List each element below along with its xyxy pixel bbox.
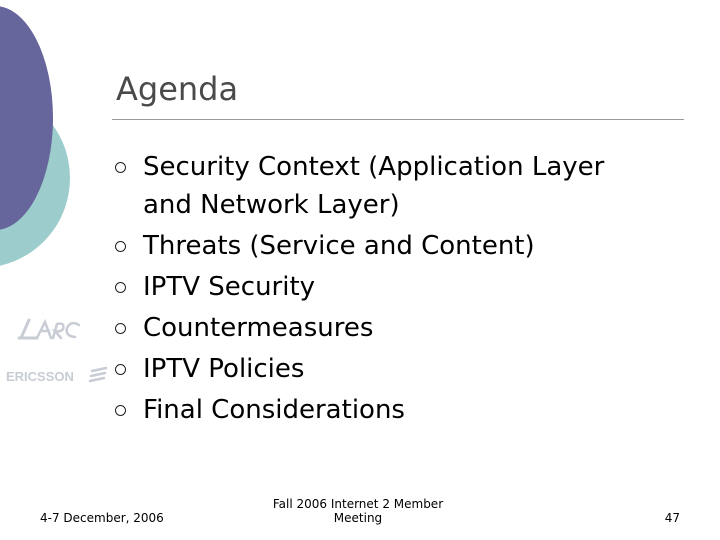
svg-text:ERICSSON: ERICSSON — [6, 369, 74, 384]
agenda-item — [113, 350, 693, 388]
footer-date: 4-7 December, 2006 — [40, 511, 164, 525]
agenda-item-text: Final Considerations — [143, 395, 405, 425]
bullet-circle-icon — [115, 162, 126, 173]
footer-event-line: Meeting — [333, 511, 383, 525]
agenda-item-text: Threats (Service and Content) — [143, 231, 535, 261]
agenda-item — [113, 148, 693, 224]
ericsson-logo — [6, 365, 112, 387]
slide-title: Agenda — [116, 70, 239, 108]
title-divider — [112, 119, 684, 120]
bullet-circle-icon — [115, 241, 126, 252]
page-number: 47 — [664, 511, 680, 525]
bullet-circle-icon — [115, 364, 126, 375]
footer-event-line: Fall 2006 Internet 2 Member — [272, 497, 444, 511]
bullet-circle-icon — [115, 405, 126, 416]
larc-logo — [15, 316, 81, 342]
bullet-circle-icon — [115, 323, 126, 334]
agenda-item-text: Security Context (Application Layer — [143, 152, 605, 182]
agenda-item-text: IPTV Security — [143, 272, 316, 302]
agenda-item — [113, 309, 693, 347]
agenda-item-text: Countermeasures — [143, 313, 374, 343]
bullet-circle-icon — [115, 282, 126, 293]
footer-event — [258, 497, 458, 525]
agenda-item-text: IPTV Policies — [143, 354, 305, 384]
agenda-item — [113, 227, 693, 265]
agenda-item — [113, 268, 693, 306]
agenda-list — [113, 148, 693, 432]
agenda-item-text-continued: and Network Layer) — [143, 190, 400, 220]
agenda-item — [113, 391, 693, 429]
